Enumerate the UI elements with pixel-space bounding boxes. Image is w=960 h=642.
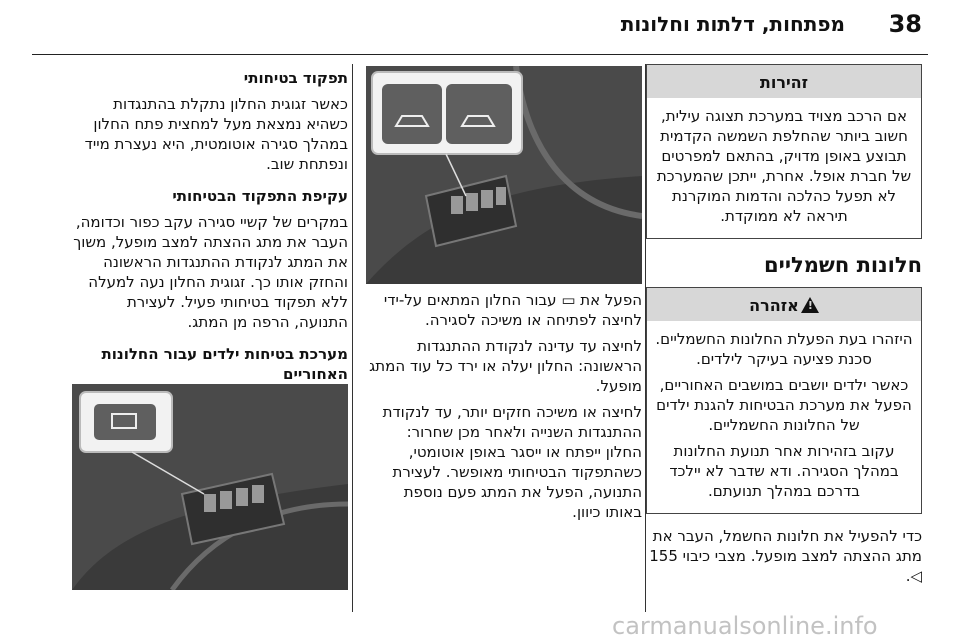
- section-title: חלונות חשמליים: [764, 253, 922, 277]
- caution-text: אם הרכב מצויד במערכת תצוגה עילית, חשוב ביותר שהחלפת השמשה הקדמית תבוצע באופן מדויק, בהתאם למפרטים של חברת אופל. אחרת, ייתכן שהמערכת לא תפעל כהלכה והדמות המוקרנת תיראה לא ממוקדת.: [656, 107, 912, 225]
- window-switch-illustration: [366, 66, 642, 284]
- window-switch-photo: [366, 66, 642, 284]
- safety-function-text: כאשר זגוגית החלון נתקלת בהתנגדות כשהיא נמצאת מעל למחצית פתח החלון במהלך סגירה אוטומטית, היא נעצרת מייד ונפתחת שוב.: [84, 95, 348, 173]
- first-detent-text: לחיצה עד עדינה לנקודת ההתנגדות הראשונה: החלון יעלה או ירד כל עוד המתג מופעל.: [369, 337, 642, 395]
- chapter-title: מפתחות, דלתות וחלונות: [620, 12, 845, 36]
- switch-operation-text: הפעל את ▭ עבור החלון המתאים על-ידי לחיצה לפתיחה או משיכה לסגירה.: [383, 291, 642, 329]
- warning-box: [646, 287, 922, 514]
- caution-title: זהירות: [647, 65, 921, 98]
- header-rule: [32, 54, 928, 55]
- right-column: [646, 64, 922, 592]
- child-safety-heading: מערכת בטיחות ילדים עבור החלונות האחוריים: [101, 345, 348, 383]
- warning-body: [647, 321, 921, 513]
- warning-header: [647, 288, 921, 321]
- rear-window-lock-illustration: [72, 384, 348, 590]
- column-divider-left: [352, 64, 353, 612]
- override-heading: עקיפת התפקוד הבטיחותי: [172, 187, 348, 205]
- warning-paragraph-3: עקוב בזהירות אחר תנועת החלונות במהלך הסגירה. ודא שדבר לא יילכד בדרכם במהלך תנועתם.: [669, 442, 899, 500]
- warning-title: אזהרה: [749, 296, 799, 315]
- watermark: carmanualsonline.info: [612, 612, 878, 640]
- warning-paragraph-2: כאשר ילדים יושבים במושבים האחוריים, הפעל את מערכת הבטיחות להגנת ילדים של החלונות החשמליים.: [656, 376, 912, 434]
- caution-body: [647, 98, 921, 238]
- page-header: [0, 0, 960, 56]
- warning-paragraph-1: היזהרו בעת הפעלת החלונות החשמליים. סכנת פציעה בעיקר לילדים.: [655, 330, 913, 368]
- caution-box: [646, 64, 922, 239]
- warning-triangle-icon: [801, 297, 819, 313]
- left-column: [72, 64, 348, 390]
- safety-function-heading: תפקוד בטיחותי: [243, 69, 348, 87]
- second-detent-text: לחיצה או משיכה חזקים יותר, עד לנקודת ההתנגדות השנייה ולאחר מכן שחרור: החלון ייפתח או ייסגר באופן אוטומטי, כשהתפקוד הבטיחותי מאופשר. לעצירת התנועה, הפעל את המתג פעם נוספת באותו כיוון.: [382, 403, 642, 521]
- rear-window-lock-photo: [72, 384, 348, 590]
- power-window-intro: כדי להפעיל את חלונות החשמל, העבר את מתג ההצתה למצב מופעל. מצבי כיבוי 155 ◁.: [649, 527, 922, 585]
- middle-column: [366, 290, 642, 528]
- page-number: 38: [888, 10, 922, 38]
- override-text: במקרים של קשיי סגירה עקב כפור וכדומה, העבר את מתג ההצתה למצב מופעל, משוך את המתג לנקודת ההתנגדות הראשונה והחזק אותו כך. זגוגית החלון נעה למעלה ללא תפקוד בטיחותי פעיל. לעצירת התנועה, הרפה מן המתג.: [73, 213, 348, 331]
